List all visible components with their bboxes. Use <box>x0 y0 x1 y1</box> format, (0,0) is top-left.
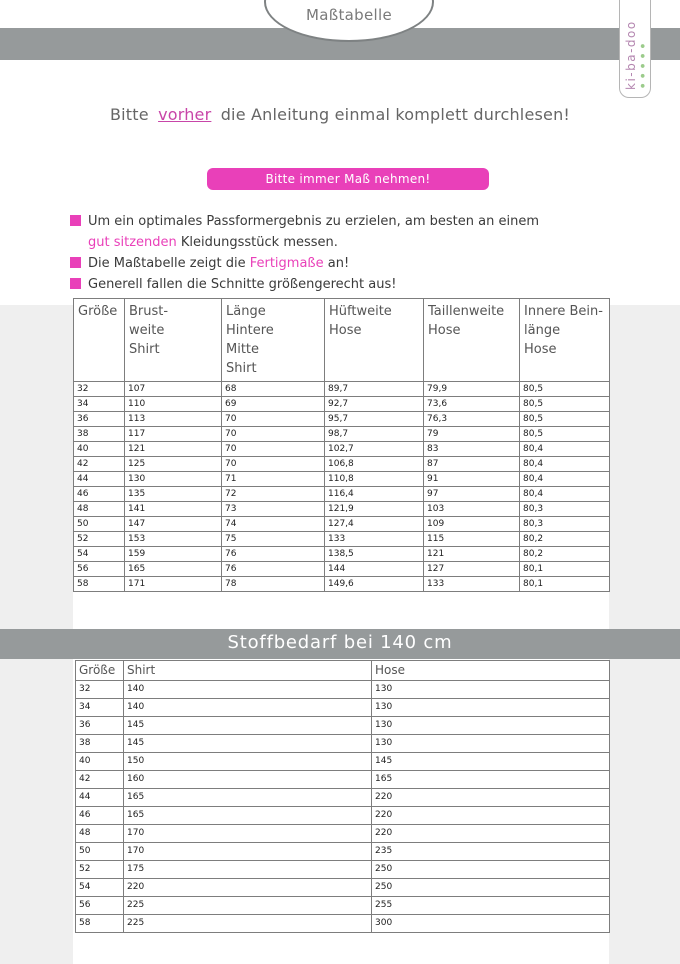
table-cell: 171 <box>125 577 222 592</box>
table-cell: 135 <box>125 487 222 502</box>
table-cell: 144 <box>325 562 424 577</box>
table-row <box>76 753 610 771</box>
table-header-row <box>74 299 610 382</box>
column-header-line: Hüftweite <box>329 304 392 319</box>
table-cell: 83 <box>424 442 520 457</box>
table-cell: 127,4 <box>325 517 424 532</box>
table-row <box>76 879 610 897</box>
column-header <box>74 299 125 382</box>
bullet-square-icon <box>70 215 81 226</box>
table-cell: 145 <box>124 717 372 735</box>
measure-banner: Bitte immer Maß nehmen! <box>207 168 489 190</box>
table-row <box>74 382 610 397</box>
table-cell: 140 <box>124 681 372 699</box>
bullet-continuation <box>70 232 630 253</box>
bullet-item <box>70 274 630 295</box>
table-row <box>74 577 610 592</box>
column-header <box>520 299 610 382</box>
table-cell: 32 <box>76 681 124 699</box>
table-cell: 40 <box>74 442 125 457</box>
column-header <box>424 299 520 382</box>
table-cell: 220 <box>372 825 610 843</box>
table-cell: 170 <box>124 843 372 861</box>
table-cell: 130 <box>372 735 610 753</box>
table-cell: 121 <box>125 442 222 457</box>
table-cell: 73 <box>222 502 325 517</box>
bullet-text: Kleidungsstück messen. <box>180 235 338 250</box>
table-cell: 34 <box>76 699 124 717</box>
table-cell: 42 <box>74 457 125 472</box>
table-cell: 72 <box>222 487 325 502</box>
bullet-text: an! <box>327 256 350 271</box>
table-cell: 165 <box>372 771 610 789</box>
table-cell: 110,8 <box>325 472 424 487</box>
table-cell: 80,1 <box>520 577 610 592</box>
table-cell: 38 <box>76 735 124 753</box>
table-cell: 70 <box>222 442 325 457</box>
table-cell: 36 <box>76 717 124 735</box>
column-header-line: Hintere <box>226 323 274 338</box>
table-cell: 70 <box>222 457 325 472</box>
table-header-row <box>76 661 610 681</box>
column-header-line: Shirt <box>129 342 160 357</box>
table-row <box>74 502 610 517</box>
column-header-line: länge <box>524 323 561 338</box>
table-cell: 153 <box>125 532 222 547</box>
brand-logo <box>619 0 651 98</box>
table-row <box>76 771 610 789</box>
size-table <box>73 298 610 592</box>
bullet-highlight: Fertigmaße <box>249 256 324 271</box>
table-cell: 130 <box>372 681 610 699</box>
table-cell: 76 <box>222 562 325 577</box>
table-cell: 80,4 <box>520 442 610 457</box>
column-header-line: Hose <box>524 342 557 357</box>
table-cell: 80,5 <box>520 412 610 427</box>
table-row <box>74 397 610 412</box>
table-cell: 130 <box>372 699 610 717</box>
table-cell: 42 <box>76 771 124 789</box>
table-row <box>74 457 610 472</box>
table-cell: 97 <box>424 487 520 502</box>
table-cell: 133 <box>424 577 520 592</box>
table-cell: 48 <box>76 825 124 843</box>
column-header: Shirt <box>124 661 372 681</box>
table-cell: 150 <box>124 753 372 771</box>
bullet-item <box>70 253 630 274</box>
table-cell: 220 <box>372 807 610 825</box>
table-row <box>74 487 610 502</box>
bullet-square-icon <box>70 278 81 289</box>
table-cell: 165 <box>124 807 372 825</box>
table-cell: 76,3 <box>424 412 520 427</box>
table-cell: 58 <box>76 915 124 933</box>
table-cell: 121 <box>424 547 520 562</box>
table-row <box>76 717 610 735</box>
table-cell: 127 <box>424 562 520 577</box>
table-cell: 70 <box>222 412 325 427</box>
table-cell: 34 <box>74 397 125 412</box>
column-header-line: Hose <box>329 323 362 338</box>
table-row <box>74 427 610 442</box>
table-cell: 87 <box>424 457 520 472</box>
table-cell: 80,3 <box>520 502 610 517</box>
table-cell: 46 <box>76 807 124 825</box>
column-header <box>222 299 325 382</box>
table-cell: 102,7 <box>325 442 424 457</box>
table-cell: 76 <box>222 547 325 562</box>
column-header: Größe <box>76 661 124 681</box>
table-cell: 91 <box>424 472 520 487</box>
table-cell: 32 <box>74 382 125 397</box>
table-row <box>74 562 610 577</box>
table-cell: 175 <box>124 861 372 879</box>
table-cell: 300 <box>372 915 610 933</box>
table-row <box>76 825 610 843</box>
table-row <box>76 681 610 699</box>
column-header <box>325 299 424 382</box>
column-header-line: Länge <box>226 304 266 319</box>
table-cell: 133 <box>325 532 424 547</box>
column-header <box>125 299 222 382</box>
table-cell: 220 <box>124 879 372 897</box>
table-row <box>76 789 610 807</box>
table-cell: 44 <box>76 789 124 807</box>
table-cell: 78 <box>222 577 325 592</box>
column-header-line: Taillenweite <box>428 304 505 319</box>
table-row <box>76 897 610 915</box>
table-cell: 113 <box>125 412 222 427</box>
table-row <box>76 807 610 825</box>
table-cell: 54 <box>76 879 124 897</box>
instruction-note <box>0 105 680 124</box>
table-cell: 106,8 <box>325 457 424 472</box>
table-cell: 52 <box>74 532 125 547</box>
column-header: Hose <box>372 661 610 681</box>
table-cell: 165 <box>125 562 222 577</box>
table-cell: 250 <box>372 879 610 897</box>
table-cell: 121,9 <box>325 502 424 517</box>
logo-dots: ● ● ● ● ● <box>640 41 646 88</box>
table-cell: 46 <box>74 487 125 502</box>
column-header-line: Größe <box>78 304 118 319</box>
table-row <box>76 861 610 879</box>
table-cell: 115 <box>424 532 520 547</box>
column-header-line: Shirt <box>226 361 257 376</box>
table-cell: 225 <box>124 915 372 933</box>
table-cell: 130 <box>125 472 222 487</box>
table-cell: 235 <box>372 843 610 861</box>
table-row <box>74 442 610 457</box>
table-cell: 56 <box>76 897 124 915</box>
table-cell: 58 <box>74 577 125 592</box>
table-cell: 140 <box>124 699 372 717</box>
fabric-table <box>75 660 610 933</box>
table-cell: 255 <box>372 897 610 915</box>
note-after: die Anleitung einmal komplett durchlesen! <box>220 105 571 124</box>
table-cell: 80,5 <box>520 427 610 442</box>
table-cell: 80,1 <box>520 562 610 577</box>
table-cell: 147 <box>125 517 222 532</box>
fabric-title: Stoffbedarf bei 140 cm <box>227 632 453 653</box>
table-cell: 149,6 <box>325 577 424 592</box>
table-row <box>74 517 610 532</box>
table-cell: 250 <box>372 861 610 879</box>
table-cell: 56 <box>74 562 125 577</box>
table-cell: 220 <box>372 789 610 807</box>
table-row <box>76 699 610 717</box>
table-cell: 160 <box>124 771 372 789</box>
table-cell: 130 <box>372 717 610 735</box>
table-cell: 38 <box>74 427 125 442</box>
table-cell: 80,5 <box>520 397 610 412</box>
table-row <box>74 532 610 547</box>
table-cell: 107 <box>125 382 222 397</box>
bullet-text: Die Maßtabelle zeigt die <box>88 256 246 271</box>
table-cell: 80,5 <box>520 382 610 397</box>
table-cell: 110 <box>125 397 222 412</box>
table-cell: 141 <box>125 502 222 517</box>
table-cell: 69 <box>222 397 325 412</box>
table-cell: 80,2 <box>520 532 610 547</box>
table-cell: 40 <box>76 753 124 771</box>
column-header-line: Mitte <box>226 342 260 357</box>
bullet-list <box>70 211 630 295</box>
logo-text: ki-ba-doo <box>624 20 638 90</box>
table-cell: 145 <box>124 735 372 753</box>
bullet-item <box>70 211 630 232</box>
table-row <box>74 412 610 427</box>
table-cell: 79,9 <box>424 382 520 397</box>
table-cell: 225 <box>124 897 372 915</box>
table-cell: 68 <box>222 382 325 397</box>
table-row <box>74 472 610 487</box>
table-cell: 170 <box>124 825 372 843</box>
bullet-highlight: gut sitzenden <box>88 235 177 250</box>
table-cell: 50 <box>76 843 124 861</box>
table-cell: 109 <box>424 517 520 532</box>
table-cell: 36 <box>74 412 125 427</box>
table-cell: 70 <box>222 427 325 442</box>
table-cell: 165 <box>124 789 372 807</box>
table-cell: 89,7 <box>325 382 424 397</box>
table-cell: 117 <box>125 427 222 442</box>
table-cell: 54 <box>74 547 125 562</box>
table-row <box>76 735 610 753</box>
table-cell: 80,3 <box>520 517 610 532</box>
table-cell: 116,4 <box>325 487 424 502</box>
bullet-text: Generell fallen die Schnitte größengerecht aus! <box>88 277 397 292</box>
table-cell: 95,7 <box>325 412 424 427</box>
table-cell: 80,2 <box>520 547 610 562</box>
table-row <box>76 915 610 933</box>
table-cell: 71 <box>222 472 325 487</box>
bullet-text: Um ein optimales Passformergebnis zu erzielen, am besten an einem <box>88 214 539 229</box>
note-emphasis: vorher <box>158 105 212 124</box>
table-cell: 145 <box>372 753 610 771</box>
table-cell: 50 <box>74 517 125 532</box>
table-cell: 125 <box>125 457 222 472</box>
table-cell: 80,4 <box>520 457 610 472</box>
table-cell: 103 <box>424 502 520 517</box>
table-cell: 52 <box>76 861 124 879</box>
table-cell: 44 <box>74 472 125 487</box>
table-cell: 92,7 <box>325 397 424 412</box>
table-cell: 74 <box>222 517 325 532</box>
column-header-line: Brust- <box>129 304 169 319</box>
page-title: Maßtabelle <box>306 6 392 24</box>
table-cell: 138,5 <box>325 547 424 562</box>
column-header-line: weite <box>129 323 165 338</box>
table-row <box>76 843 610 861</box>
table-cell: 80,4 <box>520 487 610 502</box>
table-cell: 80,4 <box>520 472 610 487</box>
table-cell: 98,7 <box>325 427 424 442</box>
table-cell: 75 <box>222 532 325 547</box>
bullet-square-icon <box>70 257 81 268</box>
table-cell: 159 <box>125 547 222 562</box>
table-cell: 48 <box>74 502 125 517</box>
column-header-line: Innere Bein- <box>524 304 603 319</box>
table-row <box>74 547 610 562</box>
table-cell: 79 <box>424 427 520 442</box>
note-before: Bitte <box>109 105 149 124</box>
table-cell: 73,6 <box>424 397 520 412</box>
column-header-line: Hose <box>428 323 461 338</box>
